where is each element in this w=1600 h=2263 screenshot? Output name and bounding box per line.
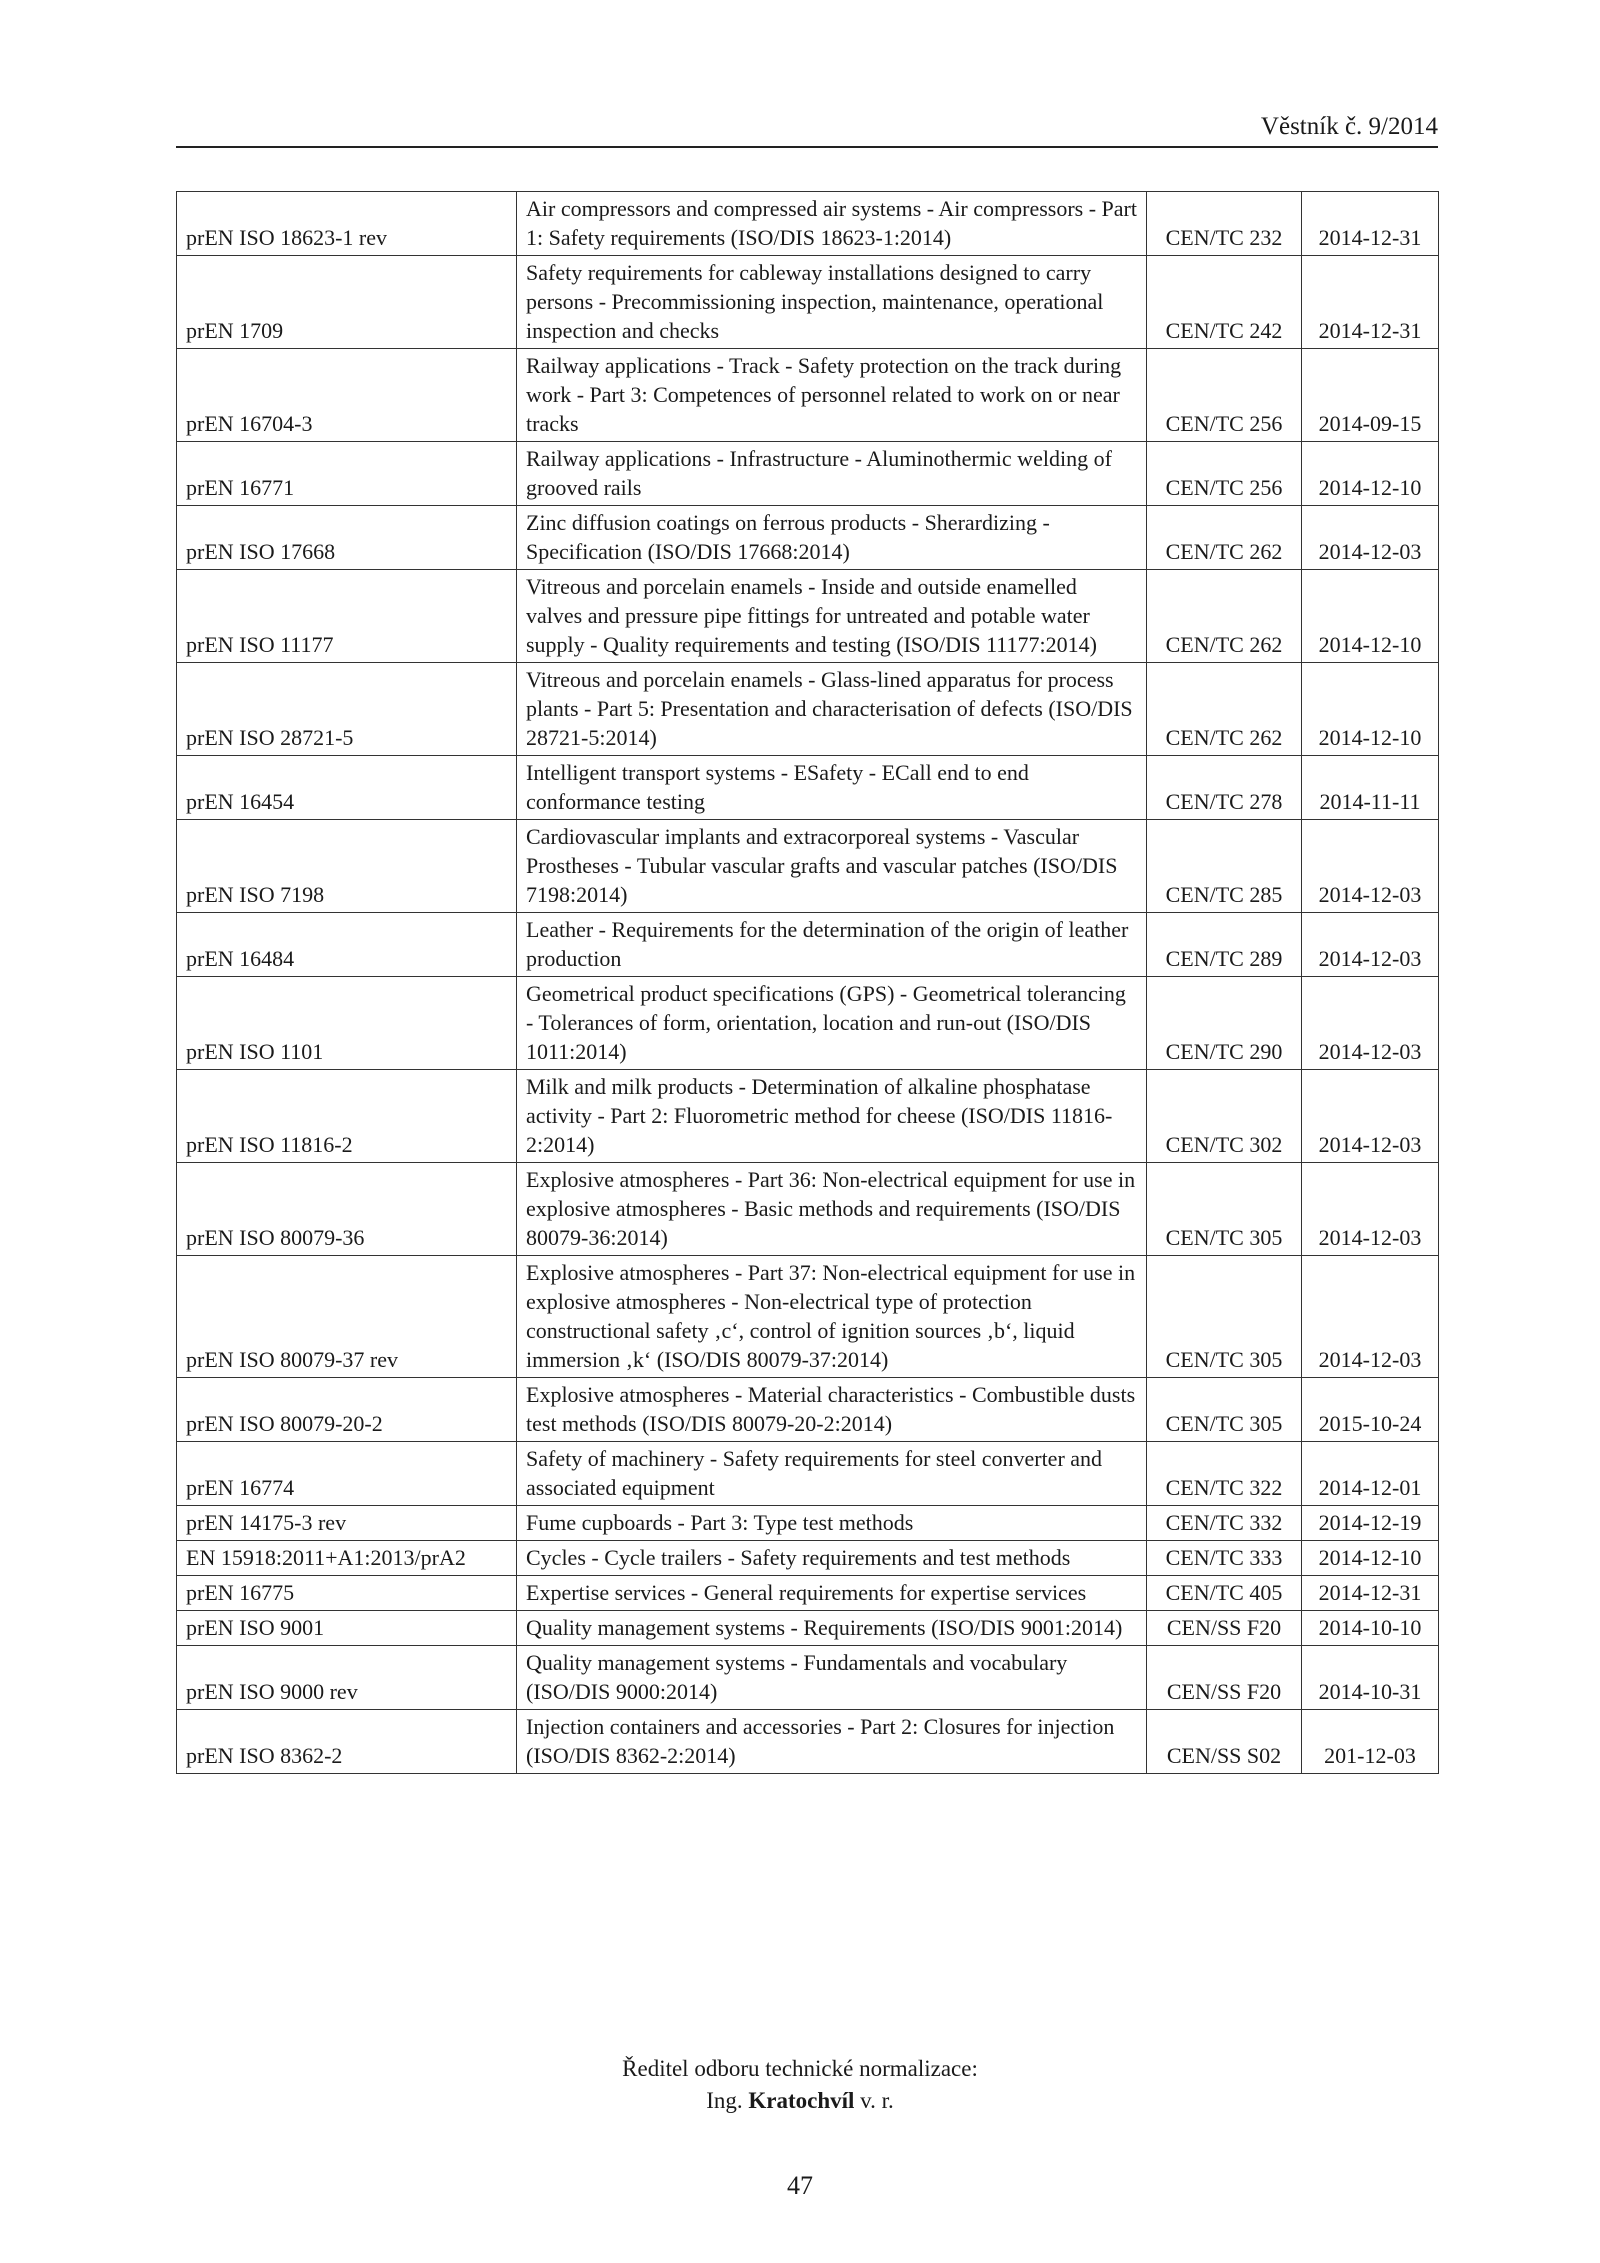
committee-cell: CEN/TC 262 <box>1147 663 1302 756</box>
committee-cell: CEN/TC 333 <box>1147 1541 1302 1576</box>
table-row <box>177 977 1439 1070</box>
standard-code-cell: prEN ISO 9001 <box>177 1611 517 1646</box>
standard-title-cell: Railway applications - Track - Safety protection on the track during work - Part 3: Competences of personnel related to work on or near tracks <box>517 349 1147 442</box>
table-row <box>177 256 1439 349</box>
deadline-date-cell: 2014-12-10 <box>1302 442 1439 506</box>
standard-title-cell: Explosive atmospheres - Part 37: Non-electrical equipment for use in explosive atmospheres - Non-electrical type of protection constructional safety ‚c‘, control of ignition sources ‚b‘, liquid immersion ‚k‘ (ISO/DIS 80079-37:2014) <box>517 1256 1147 1378</box>
deadline-date-cell: 2014-09-15 <box>1302 349 1439 442</box>
standard-title-cell: Cardiovascular implants and extracorporeal systems - Vascular Prostheses - Tubular vascular grafts and vascular patches (ISO/DIS 7198:2014) <box>517 820 1147 913</box>
standard-title-cell: Fume cupboards - Part 3: Type test methods <box>517 1506 1147 1541</box>
standard-code-cell: prEN ISO 80079-20-2 <box>177 1378 517 1442</box>
committee-cell: CEN/TC 262 <box>1147 506 1302 570</box>
signature-block <box>0 2053 1600 2117</box>
standard-title-cell: Safety of machinery - Safety requirements for steel converter and associated equipment <box>517 1442 1147 1506</box>
table-row <box>177 1576 1439 1611</box>
deadline-date-cell: 2014-12-31 <box>1302 192 1439 256</box>
standard-code-cell: prEN ISO 1101 <box>177 977 517 1070</box>
deadline-date-cell: 2015-10-24 <box>1302 1378 1439 1442</box>
table-row <box>177 913 1439 977</box>
table-row <box>177 1256 1439 1378</box>
committee-cell: CEN/TC 242 <box>1147 256 1302 349</box>
deadline-date-cell: 2014-11-11 <box>1302 756 1439 820</box>
standard-code-cell: prEN ISO 80079-36 <box>177 1163 517 1256</box>
committee-cell: CEN/TC 322 <box>1147 1442 1302 1506</box>
deadline-date-cell: 2014-12-03 <box>1302 1163 1439 1256</box>
deadline-date-cell: 2014-12-10 <box>1302 570 1439 663</box>
committee-cell: CEN/TC 305 <box>1147 1378 1302 1442</box>
standard-title-cell: Milk and milk products - Determination of alkaline phosphatase activity - Part 2: Fluorometric method for cheese (ISO/DIS 11816-2:2014) <box>517 1070 1147 1163</box>
deadline-date-cell: 2014-12-31 <box>1302 256 1439 349</box>
standard-code-cell: prEN 16774 <box>177 1442 517 1506</box>
standard-title-cell: Quality management systems - Fundamentals and vocabulary (ISO/DIS 9000:2014) <box>517 1646 1147 1710</box>
table-row <box>177 349 1439 442</box>
table-row <box>177 1070 1439 1163</box>
standards-table-body <box>177 192 1439 1774</box>
standard-code-cell: prEN ISO 80079-37 rev <box>177 1256 517 1378</box>
standard-code-cell: prEN 16454 <box>177 756 517 820</box>
deadline-date-cell: 2014-12-19 <box>1302 1506 1439 1541</box>
deadline-date-cell: 2014-12-10 <box>1302 663 1439 756</box>
signature-prefix: Ing. <box>706 2088 743 2113</box>
committee-cell: CEN/TC 256 <box>1147 349 1302 442</box>
deadline-date-cell: 2014-12-03 <box>1302 913 1439 977</box>
deadline-date-cell: 2014-12-03 <box>1302 977 1439 1070</box>
standard-title-cell: Zinc diffusion coatings on ferrous products - Sherardizing - Specification (ISO/DIS 17668:2014) <box>517 506 1147 570</box>
standard-title-cell: Intelligent transport systems - ESafety - ECall end to end conformance testing <box>517 756 1147 820</box>
table-row <box>177 570 1439 663</box>
table-row <box>177 1506 1439 1541</box>
deadline-date-cell: 2014-10-10 <box>1302 1611 1439 1646</box>
table-row <box>177 820 1439 913</box>
standard-code-cell: prEN ISO 8362-2 <box>177 1710 517 1774</box>
deadline-date-cell: 2014-12-03 <box>1302 506 1439 570</box>
standard-title-cell: Explosive atmospheres - Part 36: Non-electrical equipment for use in explosive atmospheres - Basic methods and requirements (ISO/DIS 80079-36:2014) <box>517 1163 1147 1256</box>
deadline-date-cell: 2014-12-10 <box>1302 1541 1439 1576</box>
standard-title-cell: Cycles - Cycle trailers - Safety requirements and test methods <box>517 1541 1147 1576</box>
table-row <box>177 506 1439 570</box>
standard-code-cell: prEN 14175-3 rev <box>177 1506 517 1541</box>
committee-cell: CEN/SS F20 <box>1147 1646 1302 1710</box>
standard-code-cell: prEN ISO 11816-2 <box>177 1070 517 1163</box>
page-header <box>176 112 1438 148</box>
standard-code-cell: prEN ISO 28721-5 <box>177 663 517 756</box>
signature-suffix: v. r. <box>860 2088 894 2113</box>
table-row <box>177 1442 1439 1506</box>
table-row <box>177 1541 1439 1576</box>
standard-code-cell: prEN ISO 9000 rev <box>177 1646 517 1710</box>
deadline-date-cell: 2014-12-03 <box>1302 1256 1439 1378</box>
table-row <box>177 663 1439 756</box>
committee-cell: CEN/TC 305 <box>1147 1256 1302 1378</box>
standard-code-cell: EN 15918:2011+A1:2013/prA2 <box>177 1541 517 1576</box>
table-row <box>177 442 1439 506</box>
standards-table <box>176 191 1439 1774</box>
standard-code-cell: prEN ISO 17668 <box>177 506 517 570</box>
table-row <box>177 1710 1439 1774</box>
standard-title-cell: Leather - Requirements for the determination of the origin of leather production <box>517 913 1147 977</box>
table-row <box>177 1611 1439 1646</box>
committee-cell: CEN/TC 332 <box>1147 1506 1302 1541</box>
committee-cell: CEN/TC 302 <box>1147 1070 1302 1163</box>
standard-title-cell: Geometrical product specifications (GPS) - Geometrical tolerancing - Tolerances of form, orientation, location and run-out (ISO/DIS 1011:2014) <box>517 977 1147 1070</box>
standard-code-cell: prEN 1709 <box>177 256 517 349</box>
committee-cell: CEN/TC 285 <box>1147 820 1302 913</box>
committee-cell: CEN/TC 289 <box>1147 913 1302 977</box>
deadline-date-cell: 2014-12-31 <box>1302 1576 1439 1611</box>
standard-title-cell: Expertise services - General requirements for expertise services <box>517 1576 1147 1611</box>
committee-cell: CEN/TC 290 <box>1147 977 1302 1070</box>
committee-cell: CEN/TC 405 <box>1147 1576 1302 1611</box>
table-row <box>177 1378 1439 1442</box>
standard-title-cell: Vitreous and porcelain enamels - Inside and outside enamelled valves and pressure pipe fittings for untreated and potable water supply - Quality requirements and testing (ISO/DIS 11177:2014) <box>517 570 1147 663</box>
standard-code-cell: prEN ISO 11177 <box>177 570 517 663</box>
standard-title-cell: Safety requirements for cableway installations designed to carry persons - Precommissioning inspection, maintenance, operational inspection and checks <box>517 256 1147 349</box>
table-row <box>177 1163 1439 1256</box>
standard-code-cell: prEN 16484 <box>177 913 517 977</box>
deadline-date-cell: 2014-10-31 <box>1302 1646 1439 1710</box>
table-row <box>177 192 1439 256</box>
deadline-date-cell: 2014-12-03 <box>1302 820 1439 913</box>
standard-title-cell: Air compressors and compressed air systems - Air compressors - Part 1: Safety requirements (ISO/DIS 18623-1:2014) <box>517 192 1147 256</box>
bulletin-issue: Věstník č. 9/2014 <box>1260 113 1438 140</box>
standard-code-cell: prEN 16771 <box>177 442 517 506</box>
signature-name-line <box>0 2085 1600 2117</box>
standard-title-cell: Railway applications - Infrastructure - Aluminothermic welding of grooved rails <box>517 442 1147 506</box>
standard-title-cell: Explosive atmospheres - Material characteristics - Combustible dusts test methods (ISO/DIS 80079-20-2:2014) <box>517 1378 1147 1442</box>
signature-title: Ředitel odboru technické normalizace: <box>622 2056 978 2081</box>
standard-title-cell: Vitreous and porcelain enamels - Glass-lined apparatus for process plants - Part 5: Presentation and characterisation of defects (ISO/DIS 28721-5:2014) <box>517 663 1147 756</box>
committee-cell: CEN/TC 232 <box>1147 192 1302 256</box>
committee-cell: CEN/SS S02 <box>1147 1710 1302 1774</box>
committee-cell: CEN/TC 262 <box>1147 570 1302 663</box>
table-row <box>177 756 1439 820</box>
table-row <box>177 1646 1439 1710</box>
standard-code-cell: prEN ISO 18623-1 rev <box>177 192 517 256</box>
standard-code-cell: prEN 16775 <box>177 1576 517 1611</box>
deadline-date-cell: 201-12-03 <box>1302 1710 1439 1774</box>
committee-cell: CEN/SS F20 <box>1147 1611 1302 1646</box>
standard-title-cell: Quality management systems - Requirements (ISO/DIS 9001:2014) <box>517 1611 1147 1646</box>
committee-cell: CEN/TC 256 <box>1147 442 1302 506</box>
signature-name: Kratochvíl <box>748 2088 855 2113</box>
standard-code-cell: prEN ISO 7198 <box>177 820 517 913</box>
page-number: 47 <box>787 2171 813 2200</box>
standard-title-cell: Injection containers and accessories - Part 2: Closures for injection (ISO/DIS 8362-2:2014) <box>517 1710 1147 1774</box>
committee-cell: CEN/TC 305 <box>1147 1163 1302 1256</box>
deadline-date-cell: 2014-12-03 <box>1302 1070 1439 1163</box>
standard-code-cell: prEN 16704-3 <box>177 349 517 442</box>
deadline-date-cell: 2014-12-01 <box>1302 1442 1439 1506</box>
committee-cell: CEN/TC 278 <box>1147 756 1302 820</box>
